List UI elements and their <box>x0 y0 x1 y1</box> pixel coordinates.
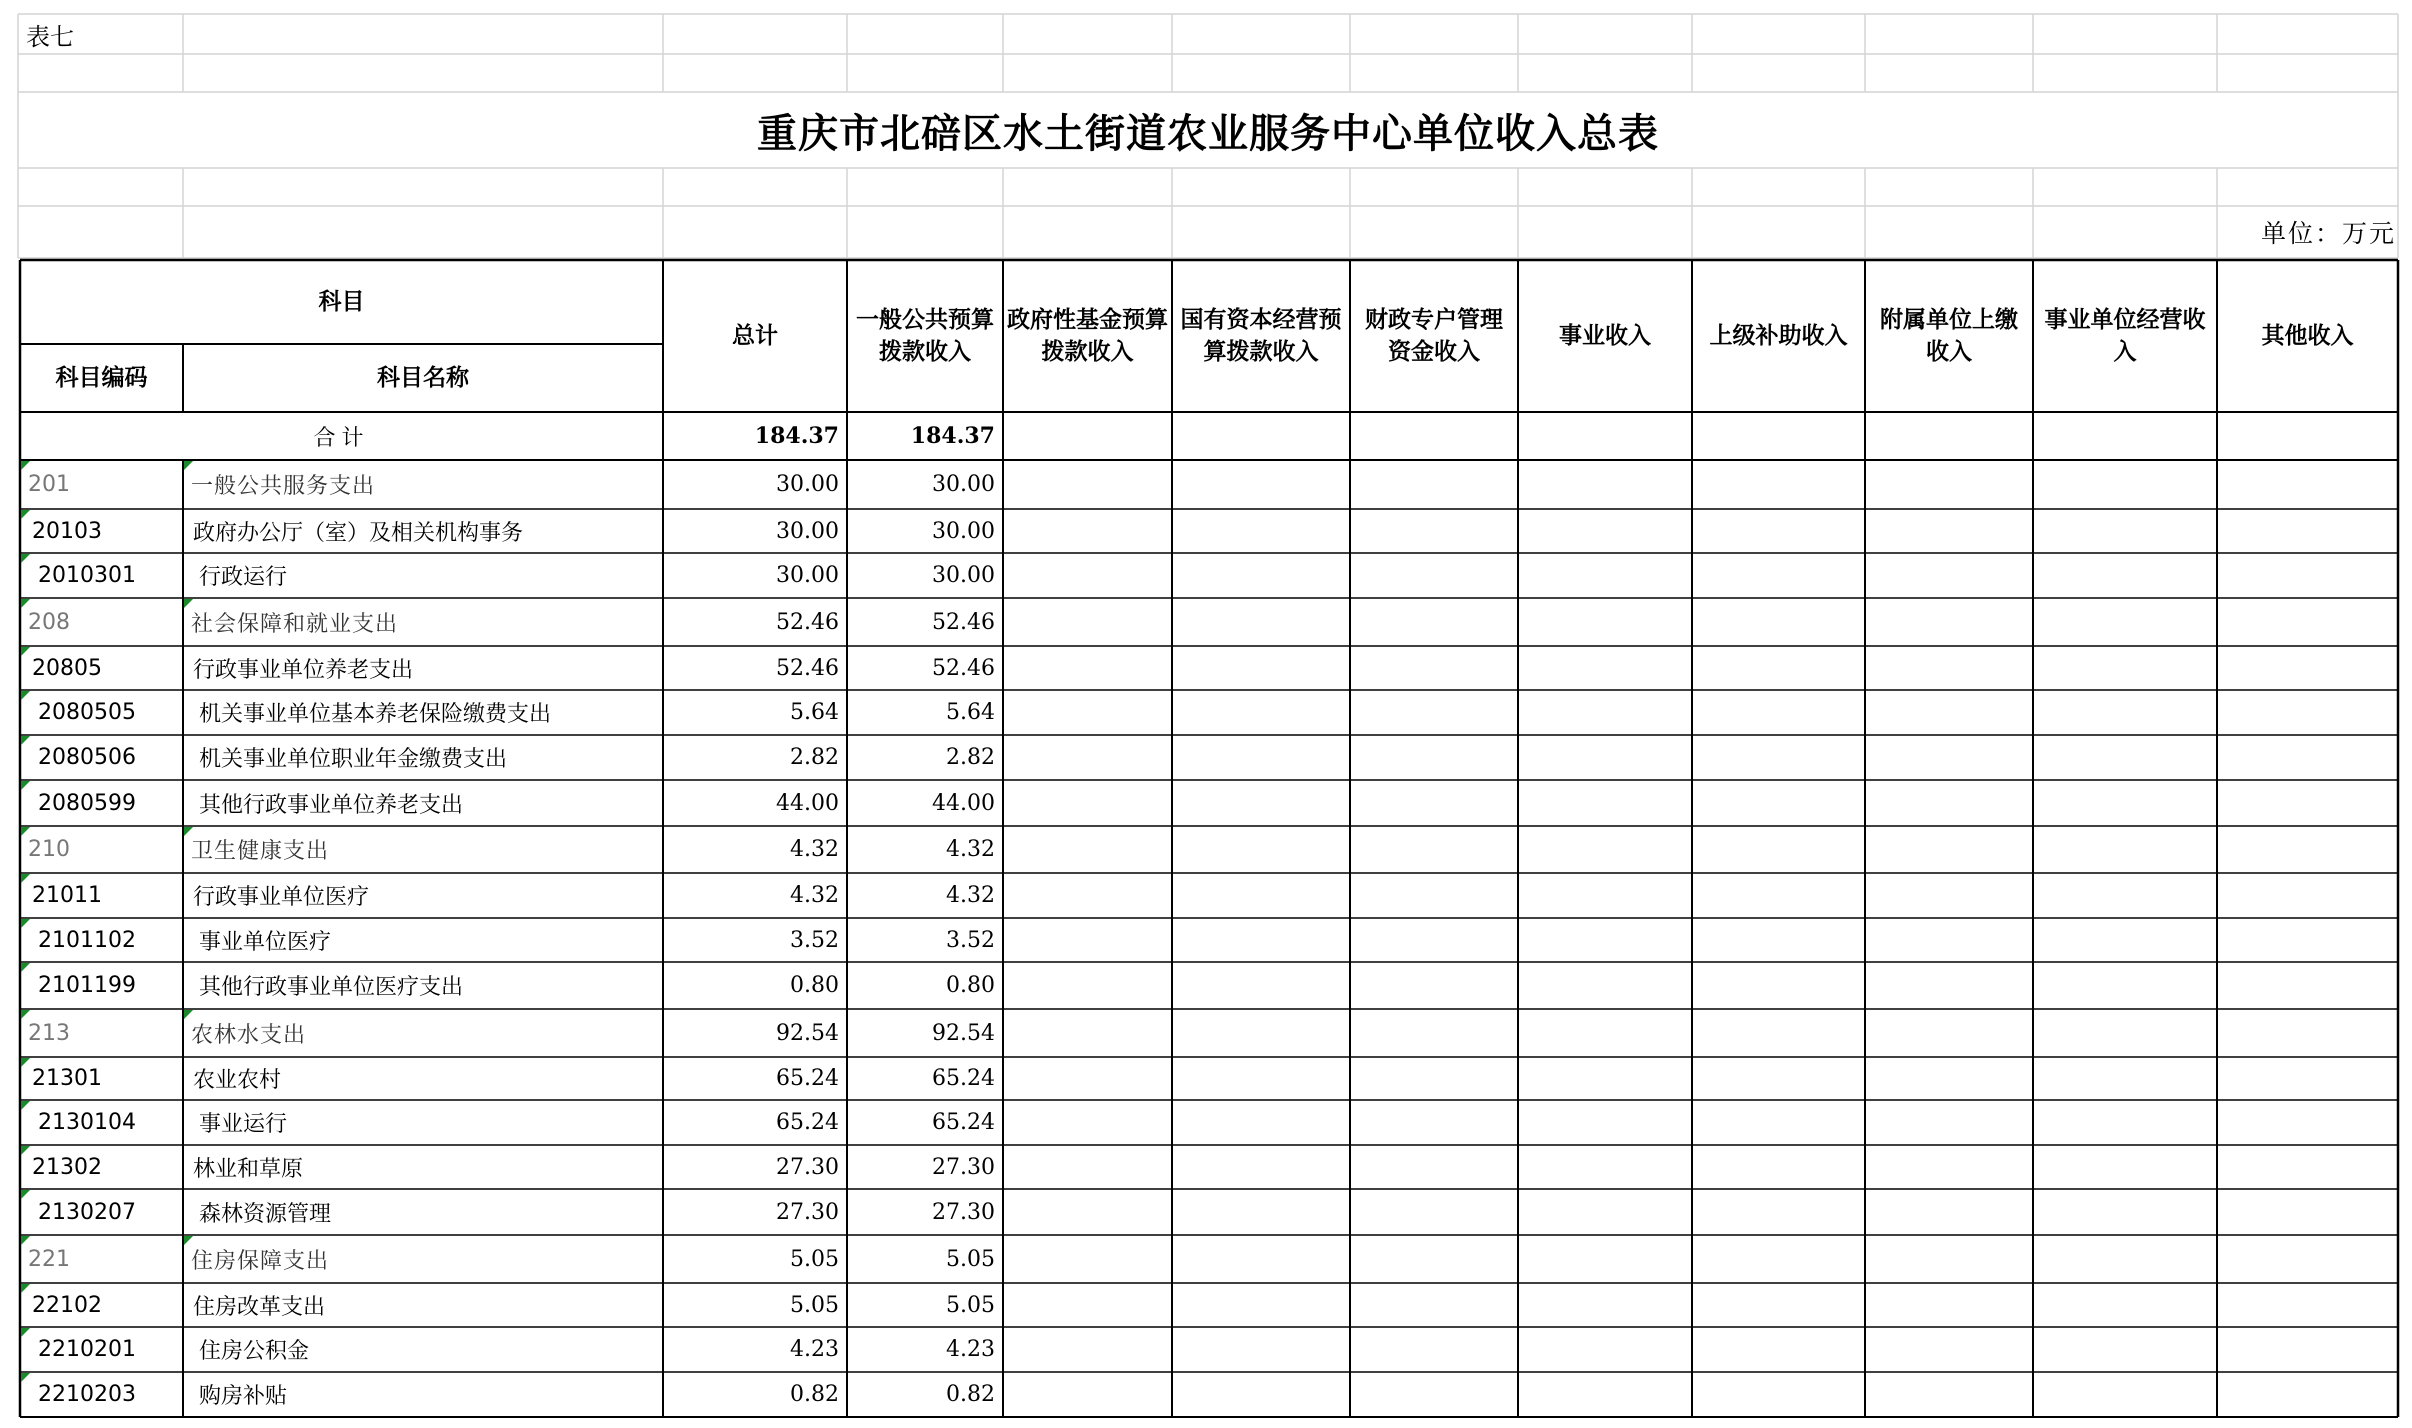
row-general-budget: 30.00 <box>932 518 995 544</box>
cell-marker-icon <box>21 963 30 972</box>
subject-name: 行政运行 <box>199 565 288 590</box>
subject-name: 卫生健康支出 <box>191 839 330 864</box>
row-total: 4.32 <box>790 837 839 862</box>
subject-code: 2210201 <box>38 1337 136 1362</box>
cell-marker-icon <box>184 599 193 608</box>
cell-marker-icon <box>21 1328 30 1337</box>
subject-name: 机关事业单位职业年金缴费支出 <box>199 747 508 772</box>
row-total: 2.82 <box>790 745 839 770</box>
cell-marker-icon <box>21 1190 30 1199</box>
header-gov-fund: 政府性基金预算拨款收入 <box>1007 307 1168 365</box>
total-general-budget: 184.37 <box>910 423 995 449</box>
subject-name: 住房改革支出 <box>193 1294 326 1320</box>
row-general-budget: 92.54 <box>932 1020 995 1046</box>
subject-code: 208 <box>28 609 70 635</box>
header-operating: 事业单位经营收入 <box>2044 307 2206 365</box>
row-total: 52.46 <box>776 655 839 681</box>
row-general-budget: 0.80 <box>946 973 995 998</box>
subject-code: 210 <box>28 837 70 862</box>
header-affiliated: 附属单位上缴收入 <box>1880 307 2018 365</box>
row-general-budget: 0.82 <box>946 1382 995 1407</box>
cell-marker-icon <box>21 647 30 656</box>
cell-marker-icon <box>21 1058 30 1067</box>
subject-name: 农林水支出 <box>191 1022 307 1048</box>
subject-code: 2080505 <box>38 700 136 725</box>
row-total: 52.46 <box>776 609 839 635</box>
cell-marker-icon <box>21 1373 30 1382</box>
header-state-capital: 国有资本经营预算拨款收入 <box>1180 307 1342 365</box>
cell-marker-icon <box>21 599 30 608</box>
subject-name: 事业运行 <box>199 1112 288 1137</box>
header-fiscal-special: 财政专户管理资金收入 <box>1365 307 1503 365</box>
cell-marker-icon <box>21 827 30 836</box>
subject-name: 其他行政事业单位医疗支出 <box>199 975 464 1000</box>
subject-name: 政府办公厅（室）及相关机构事务 <box>193 520 524 546</box>
cell-marker-icon <box>21 691 30 700</box>
subject-code: 2130207 <box>38 1199 136 1225</box>
subject-code: 2130104 <box>38 1110 136 1135</box>
row-general-budget: 27.30 <box>932 1199 995 1225</box>
row-total: 92.54 <box>776 1020 839 1046</box>
subject-name: 机关事业单位基本养老保险缴费支出 <box>199 702 552 727</box>
subject-code: 2080506 <box>38 745 136 770</box>
subject-code: 2101199 <box>38 973 136 998</box>
subject-name: 事业单位医疗 <box>199 929 332 955</box>
row-total: 5.64 <box>790 700 839 725</box>
header-name: 科目名称 <box>377 365 469 391</box>
total-label: 合计 <box>313 425 370 451</box>
cell-marker-icon <box>21 461 30 470</box>
row-general-budget: 65.24 <box>932 1066 995 1091</box>
unit-label: 单位：万元 <box>2260 219 2396 248</box>
subject-code: 21301 <box>32 1066 102 1091</box>
row-general-budget: 5.05 <box>946 1292 995 1318</box>
row-general-budget: 4.32 <box>946 837 995 862</box>
row-general-budget: 3.52 <box>946 927 995 953</box>
cell-marker-icon <box>21 781 30 790</box>
row-total: 30.00 <box>776 518 839 544</box>
subject-name: 住房保障支出 <box>191 1248 330 1274</box>
row-total: 5.05 <box>790 1292 839 1318</box>
subject-code: 2080599 <box>38 790 136 816</box>
row-general-budget: 5.64 <box>946 700 995 725</box>
subject-code: 2101102 <box>38 927 136 953</box>
row-general-budget: 52.46 <box>932 609 995 635</box>
row-general-budget: 52.46 <box>932 655 995 681</box>
subject-name: 农业农村 <box>193 1068 282 1093</box>
row-total: 0.80 <box>790 973 839 998</box>
header-code: 科目编码 <box>55 365 148 391</box>
row-general-budget: 27.30 <box>932 1154 995 1180</box>
subject-code: 21302 <box>32 1154 102 1180</box>
row-total: 3.52 <box>790 927 839 953</box>
subject-name: 森林资源管理 <box>199 1201 332 1227</box>
cell-marker-icon <box>21 919 30 928</box>
cell-marker-icon <box>21 874 30 883</box>
row-total: 65.24 <box>776 1110 839 1135</box>
row-general-budget: 4.23 <box>946 1337 995 1362</box>
row-general-budget: 5.05 <box>946 1246 995 1272</box>
header-total: 总计 <box>732 323 778 349</box>
subject-code: 20103 <box>32 518 102 544</box>
row-general-budget: 30.00 <box>932 472 995 497</box>
subject-code: 2210203 <box>38 1382 136 1407</box>
subject-name: 社会保障和就业支出 <box>191 611 399 637</box>
subject-code: 201 <box>28 472 70 497</box>
subject-code: 22102 <box>32 1292 102 1318</box>
header-other: 其他收入 <box>2261 323 2354 349</box>
row-total: 4.32 <box>790 883 839 908</box>
subject-name: 行政事业单位医疗 <box>193 885 370 910</box>
cell-marker-icon <box>21 510 30 519</box>
cell-marker-icon <box>184 1236 193 1245</box>
subject-code: 20805 <box>32 655 102 681</box>
subject-name: 其他行政事业单位养老支出 <box>199 792 464 818</box>
subject-name: 购房补贴 <box>199 1384 288 1409</box>
cell-marker-icon <box>184 827 193 836</box>
row-total: 30.00 <box>776 472 839 497</box>
page-title: 重庆市北碚区水土街道农业服务中心单位收入总表 <box>757 109 1659 157</box>
row-general-budget: 2.82 <box>946 745 995 770</box>
row-total: 44.00 <box>776 790 839 816</box>
subject-name: 林业和草原 <box>193 1156 304 1182</box>
cell-marker-icon <box>21 1236 30 1245</box>
row-total: 27.30 <box>776 1199 839 1225</box>
cell-marker-icon <box>21 1101 30 1110</box>
total-sum: 184.37 <box>754 423 839 449</box>
row-total: 27.30 <box>776 1154 839 1180</box>
cell-marker-icon <box>21 1146 30 1155</box>
cell-marker-icon <box>21 736 30 745</box>
row-general-budget: 65.24 <box>932 1110 995 1135</box>
row-general-budget: 4.32 <box>946 883 995 908</box>
subject-name: 一般公共服务支出 <box>191 474 376 499</box>
cell-marker-icon <box>184 1010 193 1019</box>
header-superior-subsidy: 上级补助收入 <box>1709 323 1848 349</box>
header-business: 事业收入 <box>1559 323 1651 349</box>
row-total: 0.82 <box>790 1382 839 1407</box>
row-total: 65.24 <box>776 1066 839 1091</box>
cell-marker-icon <box>184 461 193 470</box>
row-total: 30.00 <box>776 563 839 588</box>
row-total: 5.05 <box>790 1246 839 1272</box>
subject-code: 221 <box>28 1246 70 1272</box>
cell-marker-icon <box>21 1010 30 1019</box>
subject-name: 行政事业单位养老支出 <box>193 657 414 683</box>
row-general-budget: 44.00 <box>932 790 995 816</box>
subject-code: 2010301 <box>38 563 136 588</box>
subject-name: 住房公积金 <box>199 1339 310 1364</box>
header-general-budget: 一般公共预算拨款收入 <box>856 307 994 365</box>
row-total: 4.23 <box>790 1337 839 1362</box>
subject-code: 213 <box>28 1020 70 1046</box>
header-subject: 科目 <box>318 289 365 315</box>
cell-marker-icon <box>21 1284 30 1293</box>
sheet-label: 表七 <box>26 22 74 51</box>
subject-code: 21011 <box>32 883 102 908</box>
row-general-budget: 30.00 <box>932 563 995 588</box>
cell-marker-icon <box>21 554 30 563</box>
